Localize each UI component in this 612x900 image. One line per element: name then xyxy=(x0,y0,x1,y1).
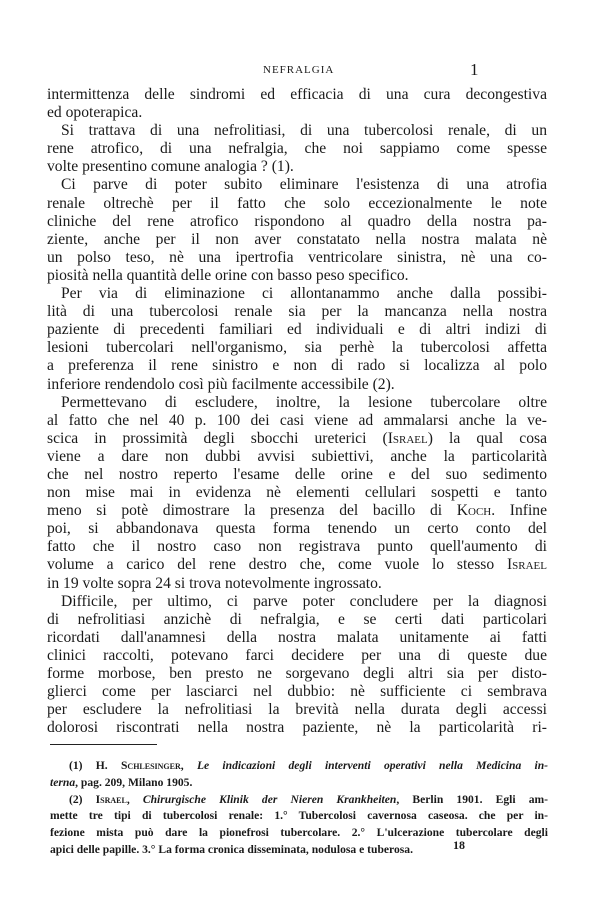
author-name: Schlesinger xyxy=(120,759,181,772)
text-run: in 19 volte sopra 24 si trova notevolmente ingrossato. xyxy=(47,574,382,592)
footnote-line xyxy=(50,842,548,859)
text-run: inferiore rendendolo così più facilmente accessibile (2). xyxy=(47,375,395,393)
text-run: clinici raccolti, potevano farci decidere per una di queste due xyxy=(47,646,547,664)
text-run: al fatto che nel 40 p. 100 dei casi viene ad ammalarsi anche la ve- xyxy=(47,411,547,429)
text-line xyxy=(47,502,547,520)
text-run: che nel nostro reperto l'esame delle orine e del suo sedimento xyxy=(47,465,547,483)
text-run: volume a carico del rene destro che, come vuole lo stesso xyxy=(47,556,507,574)
text-run: a preferenza il rene sinistro e non di rado si localizza al polo xyxy=(47,357,547,375)
text-run: un polso teso, nè una ipertrofia ventricolare sinistra, nè una co- xyxy=(47,248,547,266)
text-run: , xyxy=(126,792,143,806)
text-run: di nefrolitiasi anzichè di nefralgia, e se certi dati particolari xyxy=(47,610,547,628)
text-line xyxy=(47,231,547,249)
work-title: Le indicazioni degli interventi operativi nella Medicina in- xyxy=(196,759,549,772)
text-line xyxy=(47,86,547,104)
text-run: Difficile, per ultimo, ci parve poter concludere per la diagnosi xyxy=(61,592,547,610)
text-run: apici delle papille. 3.° La forma cronica disseminata, nodulosa e tuberosa. xyxy=(50,842,413,856)
text-run: (2) xyxy=(69,792,96,806)
text-run: Per via di eliminazione ci allontanammo anche dalla possibi- xyxy=(61,285,547,303)
author-name: Israel xyxy=(387,429,428,447)
text-line xyxy=(47,285,547,303)
text-run: ziente, anche per il non aver constatato nella nostra malata nè xyxy=(47,230,547,248)
text-line xyxy=(47,394,547,412)
text-line xyxy=(47,701,547,719)
signature-mark: 18 xyxy=(453,838,465,852)
text-line xyxy=(47,195,547,213)
text-line xyxy=(47,412,547,430)
text-run: Si trattava di una nefrolitiasi, di una tubercolosi renale, di un xyxy=(61,122,547,140)
text-line xyxy=(47,176,547,194)
text-run: non mise mai in evidenza nè elementi cellulari sospetti e tanto xyxy=(47,484,547,502)
text-line xyxy=(47,122,547,140)
text-run: scica in prossimità degli sbocchi ureterici ( xyxy=(47,429,388,447)
text-line xyxy=(47,249,547,267)
work-title: terna xyxy=(50,775,76,789)
text-line xyxy=(47,140,547,158)
text-run: viene a dare non dubbi avvisi subiettivi, anche la particolarità xyxy=(47,447,547,465)
text-line xyxy=(47,538,547,556)
text-line xyxy=(47,303,547,321)
text-run: dolorosi riscontrati nella nostra paziente, nè la particolarità ri- xyxy=(47,719,547,737)
text-run: forme morbose, ben presto ne sorgevano degli altri sia per disto- xyxy=(47,665,547,682)
text-line xyxy=(47,611,547,629)
text-run: , Berlin 1901. Egli am- xyxy=(396,792,549,806)
text-run: mette tre tipi di tubercolosi renale: 1.° Tubercolosi cavernosa caseosa. che per in- xyxy=(50,809,548,823)
text-run: ricordati dall'anamnesi della nostra malata unitamente ai fatti xyxy=(47,628,547,646)
text-run: lità di una tubercolosi renale sia per la mancanza nella nostra xyxy=(47,303,547,321)
text-line xyxy=(47,430,547,448)
text-line xyxy=(47,629,547,647)
text-line xyxy=(47,213,547,231)
text-line xyxy=(47,321,547,339)
footnote-line xyxy=(50,825,548,842)
text-run: . Infine xyxy=(491,502,548,520)
text-line xyxy=(47,158,547,176)
footnote-line xyxy=(50,808,548,825)
author-name: Israel xyxy=(95,792,127,806)
running-head xyxy=(0,62,612,82)
running-head-title: NEFRALGIA xyxy=(263,64,335,76)
text-run: fezione mista può dare la pionefrosi tubercolare. 2.° L'ulcerazione tubercolare degli xyxy=(50,826,548,840)
text-line xyxy=(47,593,547,611)
text-line xyxy=(47,484,547,502)
text-run: poi, si abbandonava questa forma tenendo un certo conto del xyxy=(47,520,547,538)
text-run: cliniche del rene atrofico rispondono al quadro della nostra pa- xyxy=(47,212,547,230)
text-line xyxy=(47,267,547,285)
text-run: (1) H. xyxy=(69,759,121,772)
text-run: glierci come per lasciarci nel dubbio: nè sufficiente ci sembrava xyxy=(47,683,547,701)
page-number: 1 xyxy=(470,60,479,79)
text-run: paziente di precedenti familiari ed individuali e di altri indizi di xyxy=(47,321,547,339)
footnotes xyxy=(50,758,548,859)
text-line xyxy=(47,104,547,122)
text-line xyxy=(47,575,547,593)
body-text xyxy=(47,86,547,737)
text-line xyxy=(47,466,547,484)
text-run: Ci parve di poter subito eliminare l'esistenza di una atrofia xyxy=(61,176,547,194)
text-line xyxy=(47,556,547,574)
text-line xyxy=(47,376,547,394)
text-line xyxy=(47,448,547,466)
footnote-rule xyxy=(50,744,157,745)
text-line xyxy=(47,719,547,737)
author-name: Koch xyxy=(456,502,492,520)
text-run: , xyxy=(180,759,197,772)
text-run: rene atrofico, di una nefralgia, che noi sappiamo come spesse xyxy=(47,140,547,158)
work-title: Chirurgische Klinik der Nieren Krankheiten xyxy=(142,792,397,806)
text-run: meno si potè dimostrare la presenza del bacillo di xyxy=(47,502,457,520)
text-run: , pag. 209, Milano 1905. xyxy=(75,775,193,789)
footnote-line xyxy=(50,775,548,792)
text-run: intermittenza delle sindromi ed efficacia di una cura decongestiva xyxy=(47,86,547,103)
footnote-line xyxy=(50,792,548,809)
text-run: ) la qual cosa xyxy=(427,429,547,447)
text-line xyxy=(47,665,547,683)
text-run: renale oltrechè per il fatto che solo eccezionalmente le note xyxy=(47,194,547,212)
text-line xyxy=(47,357,547,375)
text-line xyxy=(47,339,547,357)
text-run: fatto che il nostro caso non registrava punto quell'aumento di xyxy=(47,538,547,556)
text-line xyxy=(47,683,547,701)
text-run: piosità nella quantità delle orine con basso peso specifico. xyxy=(47,266,409,284)
text-run: lesioni tubercolari nell'organismo, sia perhè la tubercolosi affetta xyxy=(47,339,547,357)
text-run: Permettevano di escludere, inoltre, la lesione tubercolare oltre xyxy=(61,393,547,411)
footnote-line xyxy=(50,758,548,775)
text-run: volte presentino comune analogia ? (1). xyxy=(47,158,294,176)
text-line xyxy=(47,520,547,538)
author-name: Israel xyxy=(506,556,547,574)
text-line xyxy=(47,647,547,665)
text-run: per escludere la nefrolitiasi la brevità nella durata degli accessi xyxy=(47,701,547,719)
text-run: ed opoterapica. xyxy=(47,104,143,122)
